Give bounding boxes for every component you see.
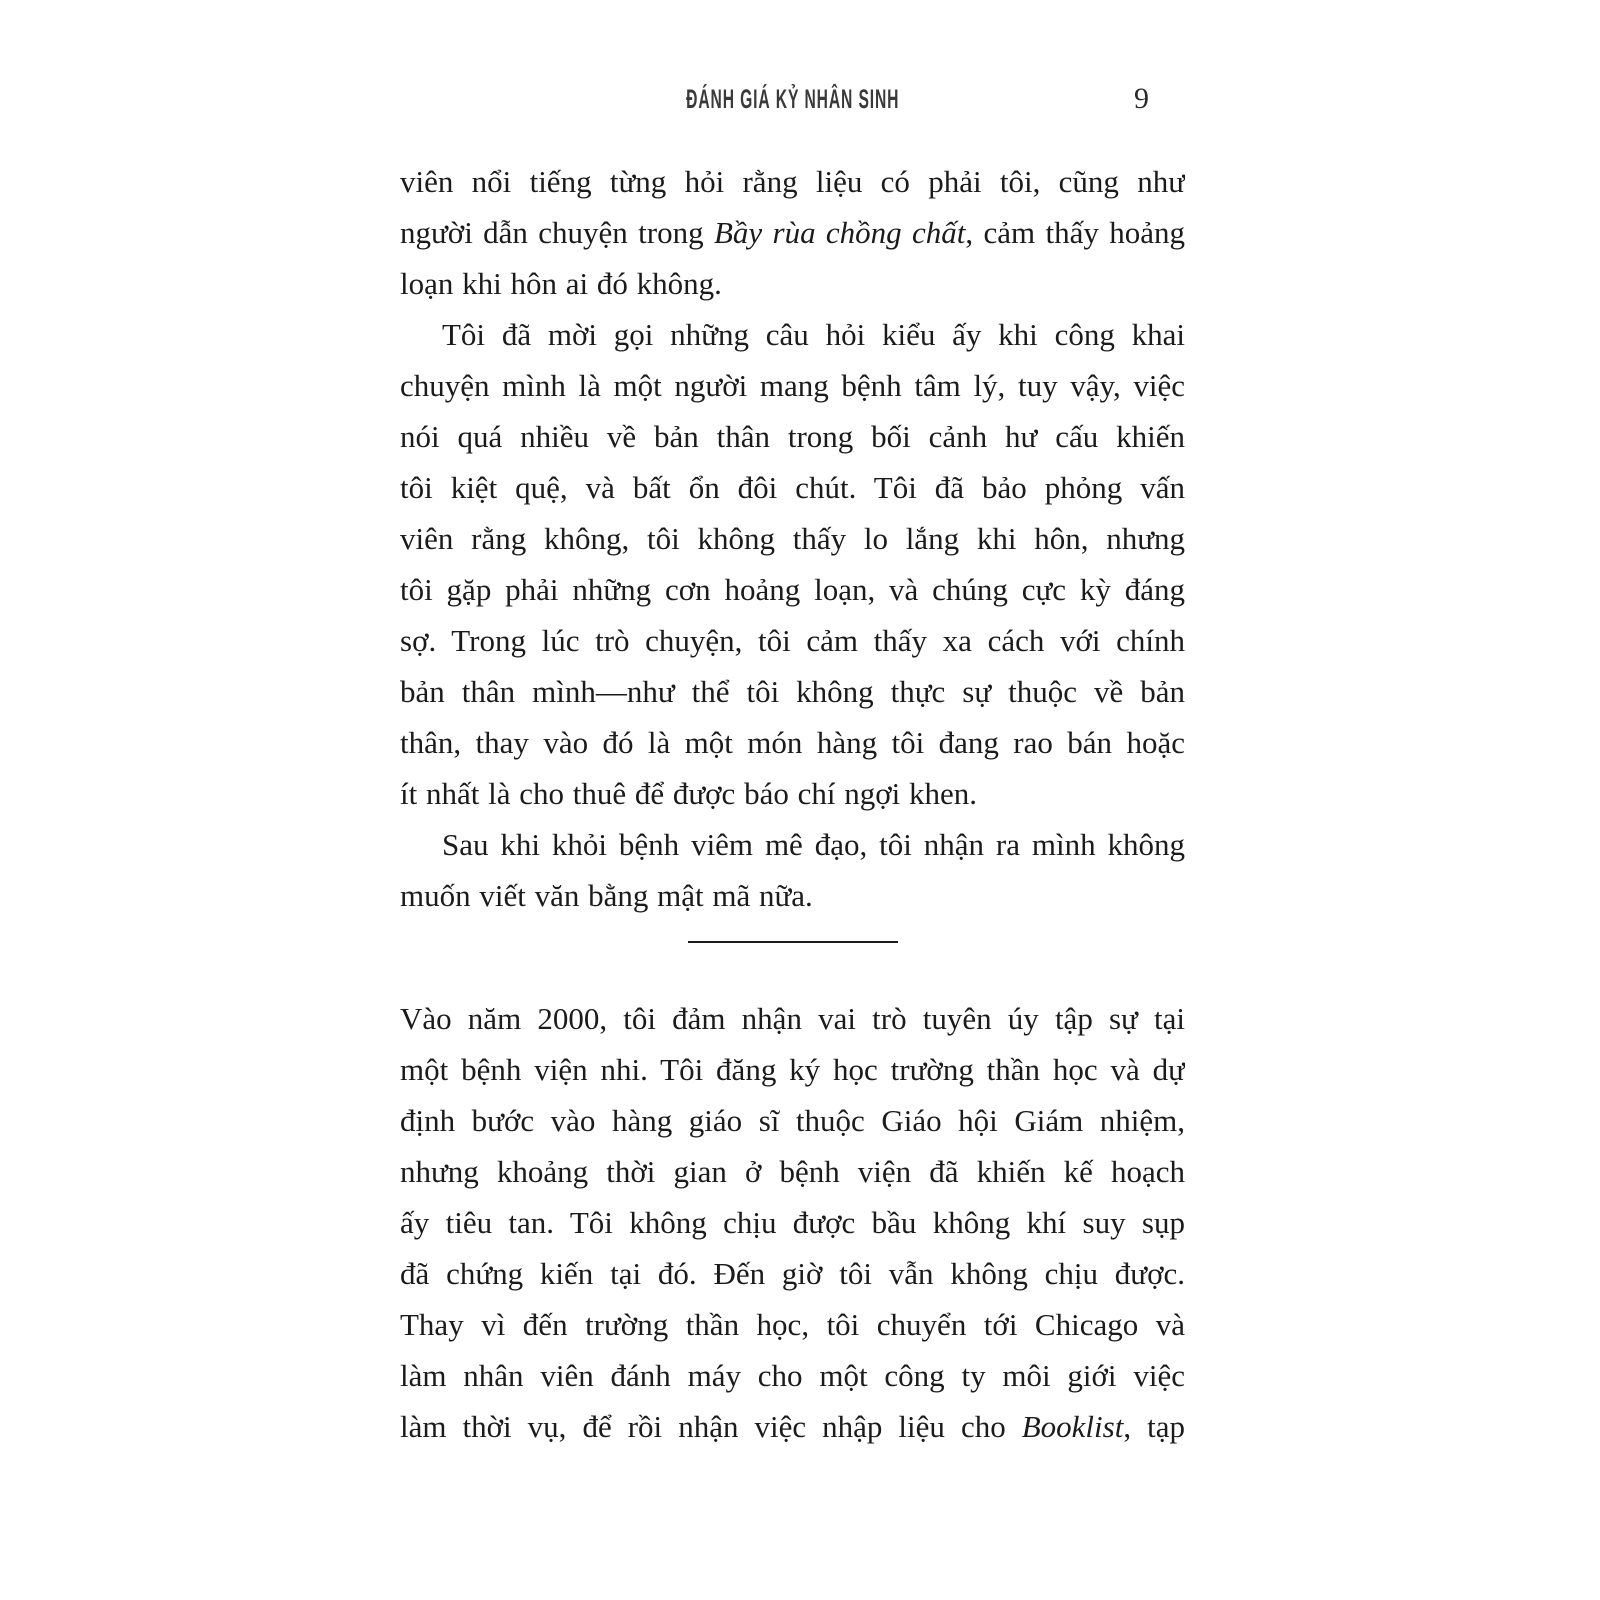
italic-title-text: Bầy rùa chồng chất	[713, 215, 966, 250]
running-title: ĐÁNH GIÁ KỶ NHÂN SINH	[685, 84, 900, 114]
text-line	[400, 993, 1185, 1044]
text-line	[400, 207, 1185, 258]
body-text-segment: nhưng khoảng thời gian ở bệnh viện đã khiến kế hoạch	[400, 1154, 1185, 1189]
paragraph	[400, 156, 1185, 309]
paragraph	[400, 993, 1185, 1452]
body-text-segment: thân, thay vào đó là một món hàng tôi đang rao bán hoặc	[400, 725, 1185, 760]
body-text-segment: làm nhân viên đánh máy cho một công ty môi giới việc	[400, 1358, 1185, 1393]
body-text-segment: ít nhất là cho thuê để được báo chí ngợi khen.	[400, 776, 977, 811]
text-line	[400, 156, 1185, 207]
body-text-segment: tôi gặp phải những cơn hoảng loạn, và chúng cực kỳ đáng	[400, 572, 1185, 607]
body-text-segment: định bước vào hàng giáo sĩ thuộc Giáo hội Giám nhiệm,	[400, 1103, 1185, 1138]
text-line	[400, 1044, 1185, 1095]
text-line	[400, 666, 1185, 717]
text-line	[400, 615, 1185, 666]
text-line	[400, 309, 1185, 360]
body-text-segment: , cảm thấy hoảng	[965, 215, 1185, 250]
text-line	[400, 360, 1185, 411]
body-text-segment: đã chứng kiến tại đó. Đến giờ tôi vẫn không chịu được.	[400, 1256, 1185, 1291]
text-line	[400, 462, 1185, 513]
running-head	[400, 82, 1185, 116]
text-line	[400, 1095, 1185, 1146]
text-line	[400, 1299, 1185, 1350]
text-line	[400, 513, 1185, 564]
text-line	[400, 717, 1185, 768]
text-line	[400, 1401, 1185, 1452]
text-line	[400, 1248, 1185, 1299]
italic-title-text: Booklist	[1021, 1409, 1124, 1444]
text-line	[400, 1146, 1185, 1197]
body-text	[400, 156, 1185, 1452]
text-line	[400, 1350, 1185, 1401]
body-text-segment: làm thời vụ, để rồi nhận việc nhập liệu cho	[400, 1409, 1022, 1444]
body-text-segment: loạn khi hôn ai đó không.	[400, 266, 722, 301]
text-line	[400, 768, 1185, 819]
body-text-segment: Tôi đã mời gọi những câu hỏi kiểu ấy khi công khai	[442, 317, 1185, 352]
body-text-segment: muốn viết văn bằng mật mã nữa.	[400, 878, 813, 913]
body-text-segment: chuyện mình là một người mang bệnh tâm lý, tuy vậy, việc	[400, 368, 1185, 403]
text-line	[400, 819, 1185, 870]
body-text-segment: nói quá nhiều về bản thân trong bối cảnh hư cấu khiến	[400, 419, 1185, 454]
body-text-segment: bản thân mình—như thể tôi không thực sự thuộc về bản	[400, 674, 1185, 709]
body-text-segment: một bệnh viện nhi. Tôi đăng ký học trường thần học và dự	[400, 1052, 1185, 1087]
body-text-segment: tôi kiệt quệ, và bất ổn đôi chút. Tôi đã bảo phỏng vấn	[400, 470, 1185, 505]
body-text-segment: Thay vì đến trường thần học, tôi chuyển tới Chicago và	[400, 1307, 1185, 1342]
paragraph	[400, 819, 1185, 921]
text-column	[400, 82, 1185, 1452]
text-line	[400, 1197, 1185, 1248]
body-text-segment: , tạp	[1123, 1409, 1185, 1444]
body-text-segment: viên nổi tiếng từng hỏi rằng liệu có phải tôi, cũng như	[400, 164, 1185, 199]
body-text-segment: viên rằng không, tôi không thấy lo lắng khi hôn, nhưng	[400, 521, 1185, 556]
body-text-segment: Vào năm 2000, tôi đảm nhận vai trò tuyên úy tập sự tại	[400, 1001, 1185, 1036]
section-divider	[688, 941, 898, 943]
body-text-segment: ấy tiêu tan. Tôi không chịu được bầu không khí suy sụp	[400, 1205, 1185, 1240]
text-line	[400, 870, 1185, 921]
text-line	[400, 258, 1185, 309]
body-text-segment: người dẫn chuyện trong	[400, 215, 714, 250]
text-line	[400, 564, 1185, 615]
page-number: 9	[1134, 82, 1149, 115]
text-line	[400, 411, 1185, 462]
body-text-segment: Sau khi khỏi bệnh viêm mê đạo, tôi nhận ra mình không	[442, 827, 1185, 862]
body-text-segment: sợ. Trong lúc trò chuyện, tôi cảm thấy xa cách với chính	[400, 623, 1185, 658]
paragraph	[400, 309, 1185, 819]
